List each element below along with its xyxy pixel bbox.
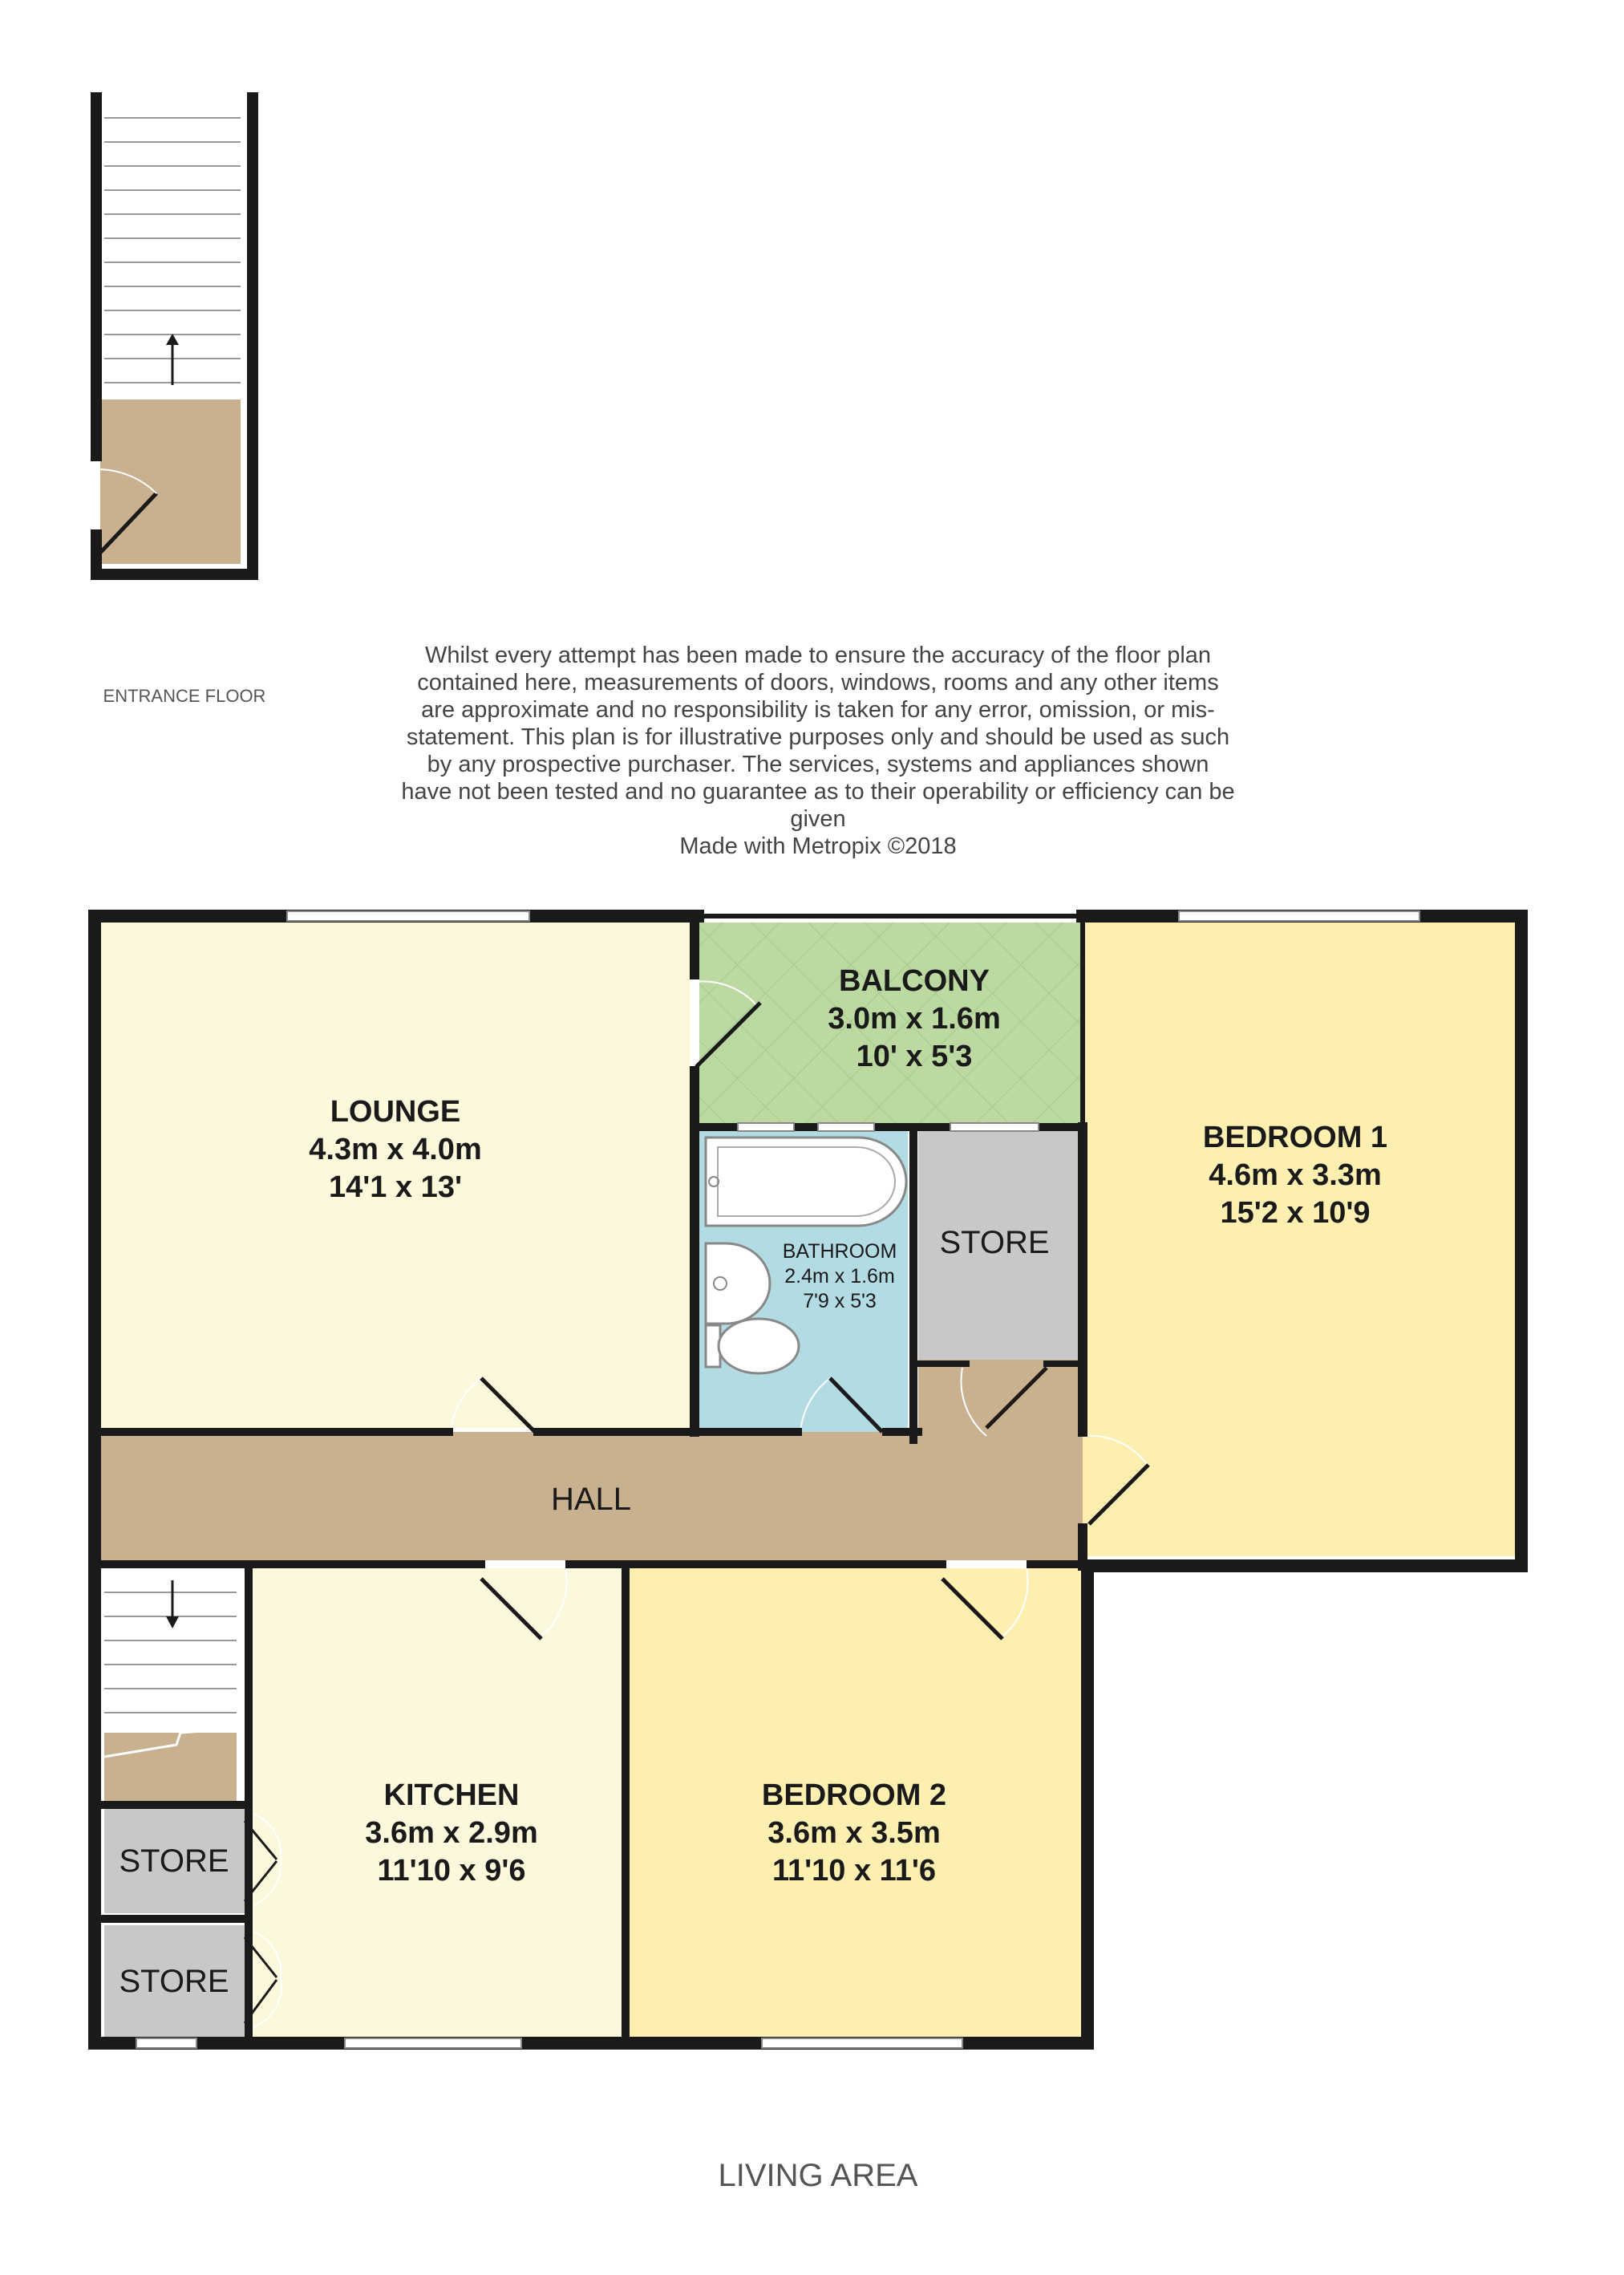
store-a-label: STORE (119, 1843, 229, 1879)
disclaimer-text: Whilst every attempt has been made to ensure the accuracy of the floor plan contained here, measurements of doors, windows, rooms and any other items are approximate and no responsibility is taken for any error, omission, or mis-statement. This plan is for illustrative purposes only and should be used as such by any prospective purchaser. The services, systems and appliances shown have not been tested and no guarantee as to their operability or efficiency can be given (401, 643, 1235, 832)
stairs-landing (104, 1733, 237, 1801)
kitchen-metric: 3.6m x 2.9m (365, 1816, 538, 1850)
store-b-label: STORE (119, 1964, 229, 1999)
bedroom2-imperial: 11'10 x 11'6 (772, 1854, 937, 1888)
lounge-metric: 4.3m x 4.0m (309, 1133, 482, 1166)
room-lounge (309, 1095, 481, 1204)
bedroom1-floor (1083, 923, 1516, 1556)
store-main-label: STORE (939, 1225, 1050, 1260)
entrance-floor-plan (96, 92, 253, 574)
bedroom1-name: BEDROOM 1 (1202, 1121, 1388, 1154)
disclaimer-block (401, 642, 1235, 860)
bedroom1-imperial: 15'2 x 10'9 (1220, 1196, 1371, 1230)
room-bedroom1 (1203, 1121, 1387, 1230)
lounge-name: LOUNGE (330, 1095, 461, 1129)
bedroom1-metric: 4.6m x 3.3m (1209, 1158, 1382, 1192)
hall-recess (918, 1360, 1079, 1436)
bathroom-imperial: 7'9 x 5'3 (803, 1290, 877, 1312)
bathroom-name: BATHROOM (782, 1240, 897, 1263)
entrance-floor-label: ENTRANCE FLOOR (103, 686, 266, 706)
balcony-imperial: 10' x 5'3 (856, 1040, 973, 1073)
lounge-imperial: 14'1 x 13' (329, 1170, 462, 1204)
hall-label: HALL (550, 1482, 632, 1517)
bathroom-metric: 2.4m x 1.6m (784, 1265, 895, 1288)
living-area-label: LIVING AREA (718, 2158, 918, 2193)
toilet-icon (706, 1319, 799, 1373)
entrance-stairs (96, 95, 241, 399)
entrance-landing (100, 399, 241, 564)
bedroom2-name: BEDROOM 2 (761, 1778, 947, 1812)
bathtub-icon (706, 1138, 906, 1226)
balcony-name: BALCONY (839, 964, 990, 998)
metropix-credit: Made with Metropix ©2018 (679, 833, 957, 859)
kitchen-imperial: 11'10 x 9'6 (377, 1854, 526, 1888)
bedroom2-metric: 3.6m x 3.5m (767, 1816, 941, 1850)
kitchen-name: KITCHEN (383, 1778, 520, 1812)
room-bedroom2 (762, 1778, 946, 1888)
balcony-metric: 3.0m x 1.6m (828, 1002, 1001, 1036)
room-kitchen (365, 1778, 537, 1888)
